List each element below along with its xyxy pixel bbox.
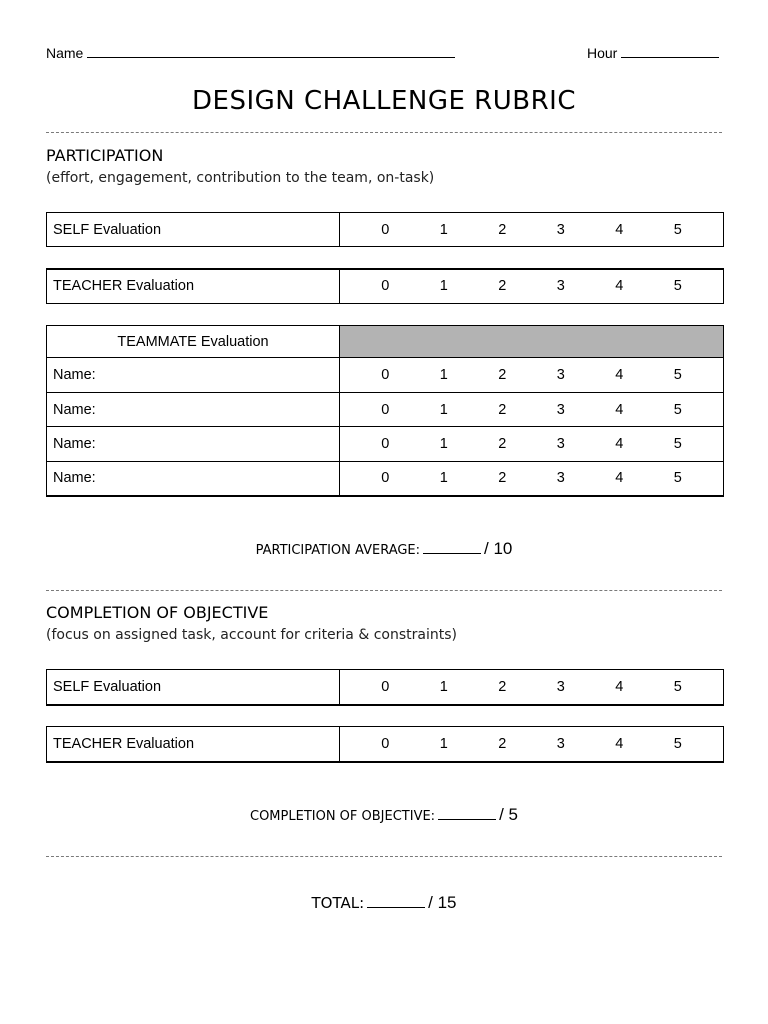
score-option[interactable]: 2 [498, 401, 507, 418]
score-option[interactable]: 4 [615, 735, 624, 752]
score-option[interactable]: 3 [556, 735, 565, 752]
teammate-name-label[interactable]: Name: [47, 393, 340, 427]
score-option[interactable]: 2 [498, 678, 507, 695]
teammate-eval-table [46, 325, 724, 497]
participation-average-label: PARTICIPATION AVERAGE: [255, 543, 421, 558]
completion-subtitle: (focus on assigned task, account for criteria & constraints) [46, 627, 457, 643]
total-blank[interactable] [367, 906, 425, 908]
section-divider [46, 590, 722, 591]
score-option[interactable]: 4 [615, 470, 624, 487]
teacher-eval-label: TEACHER Evaluation [47, 269, 340, 303]
score-option[interactable]: 0 [381, 470, 390, 487]
total-summary [0, 893, 768, 913]
score-option[interactable]: 1 [439, 678, 448, 695]
hour-line[interactable] [621, 57, 719, 58]
score-option[interactable]: 0 [381, 278, 390, 295]
score-option[interactable]: 1 [439, 735, 448, 752]
teacher-eval-label: TEACHER Evaluation [47, 727, 340, 762]
name-label: Name [46, 45, 84, 61]
completion-summary-blank[interactable] [438, 818, 496, 820]
score-option[interactable]: 3 [556, 401, 565, 418]
score-option[interactable]: 2 [498, 221, 507, 238]
score-option[interactable]: 3 [556, 436, 565, 452]
completion-title: COMPLETION OF OBJECTIVE [46, 603, 269, 622]
score-option[interactable]: 3 [556, 367, 565, 383]
teammate-scores [340, 427, 724, 462]
completion-self-eval-table [46, 669, 724, 706]
score-option[interactable]: 0 [381, 401, 390, 418]
score-option[interactable]: 0 [381, 436, 390, 452]
total-suffix: / 15 [428, 893, 457, 912]
name-field[interactable] [46, 45, 455, 61]
score-option[interactable]: 4 [615, 367, 624, 383]
hour-field[interactable] [587, 45, 719, 61]
score-option[interactable]: 1 [439, 436, 448, 452]
total-label: TOTAL: [311, 894, 365, 912]
self-eval-scores [340, 670, 724, 705]
score-option[interactable]: 5 [673, 436, 682, 452]
score-option[interactable]: 4 [615, 436, 624, 452]
score-option[interactable]: 1 [439, 278, 448, 295]
self-eval-table [46, 212, 724, 247]
participation-average [0, 539, 768, 559]
table-row [47, 462, 724, 496]
score-option[interactable]: 1 [439, 401, 448, 418]
score-option[interactable]: 4 [615, 401, 624, 418]
table-row [47, 393, 724, 427]
score-option[interactable]: 0 [381, 735, 390, 752]
score-option[interactable]: 3 [556, 678, 565, 695]
participation-subtitle: (effort, engagement, contribution to the team, on-task) [46, 170, 435, 186]
completion-teacher-eval-table [46, 726, 724, 763]
teacher-eval-table [46, 268, 724, 304]
table-row [47, 358, 724, 393]
score-option[interactable]: 0 [381, 367, 390, 383]
score-option[interactable]: 2 [498, 367, 507, 383]
teacher-eval-scores [340, 727, 724, 762]
hour-label: Hour [587, 45, 618, 61]
score-option[interactable]: 2 [498, 735, 507, 752]
teammate-name-label[interactable]: Name: [47, 358, 340, 393]
score-option[interactable]: 3 [556, 221, 565, 238]
table-row [47, 427, 724, 462]
completion-summary [0, 805, 768, 825]
teammate-eval-header: TEAMMATE Evaluation [47, 326, 340, 358]
score-option[interactable]: 1 [439, 221, 448, 238]
participation-average-suffix: / 10 [484, 539, 513, 558]
score-option[interactable]: 1 [439, 367, 448, 383]
score-option[interactable]: 4 [615, 678, 624, 695]
name-line[interactable] [87, 57, 455, 58]
participation-title: PARTICIPATION [46, 146, 164, 165]
section-divider [46, 856, 722, 857]
score-option[interactable]: 5 [673, 470, 682, 487]
teacher-eval-scores [340, 269, 724, 303]
score-option[interactable]: 4 [615, 221, 624, 238]
score-option[interactable]: 2 [498, 470, 507, 487]
score-option[interactable]: 2 [498, 278, 507, 295]
section-divider [46, 132, 722, 133]
teammate-scores [340, 358, 724, 393]
score-option[interactable]: 5 [673, 735, 682, 752]
self-eval-label: SELF Evaluation [47, 213, 340, 247]
score-option[interactable]: 5 [673, 221, 682, 238]
score-option[interactable]: 5 [673, 678, 682, 695]
completion-summary-label: COMPLETION OF OBJECTIVE: [250, 809, 436, 824]
score-option[interactable]: 5 [673, 367, 682, 383]
page-title: DESIGN CHALLENGE RUBRIC [192, 86, 576, 116]
score-option[interactable]: 3 [556, 278, 565, 295]
teammate-name-label[interactable]: Name: [47, 462, 340, 496]
score-option[interactable]: 5 [673, 401, 682, 418]
score-option[interactable]: 1 [439, 470, 448, 487]
score-option[interactable]: 3 [556, 470, 565, 487]
teammate-header-shaded-cell [340, 326, 724, 358]
score-option[interactable]: 2 [498, 436, 507, 452]
self-eval-label: SELF Evaluation [47, 670, 340, 705]
score-option[interactable]: 0 [381, 678, 390, 695]
teammate-name-label[interactable]: Name: [47, 427, 340, 462]
completion-summary-suffix: / 5 [499, 805, 518, 824]
participation-average-blank[interactable] [423, 552, 481, 554]
teammate-scores [340, 462, 724, 496]
score-option[interactable]: 5 [673, 278, 682, 295]
teammate-scores [340, 393, 724, 427]
score-option[interactable]: 0 [381, 221, 390, 238]
self-eval-scores [340, 213, 724, 247]
score-option[interactable]: 4 [615, 278, 624, 295]
